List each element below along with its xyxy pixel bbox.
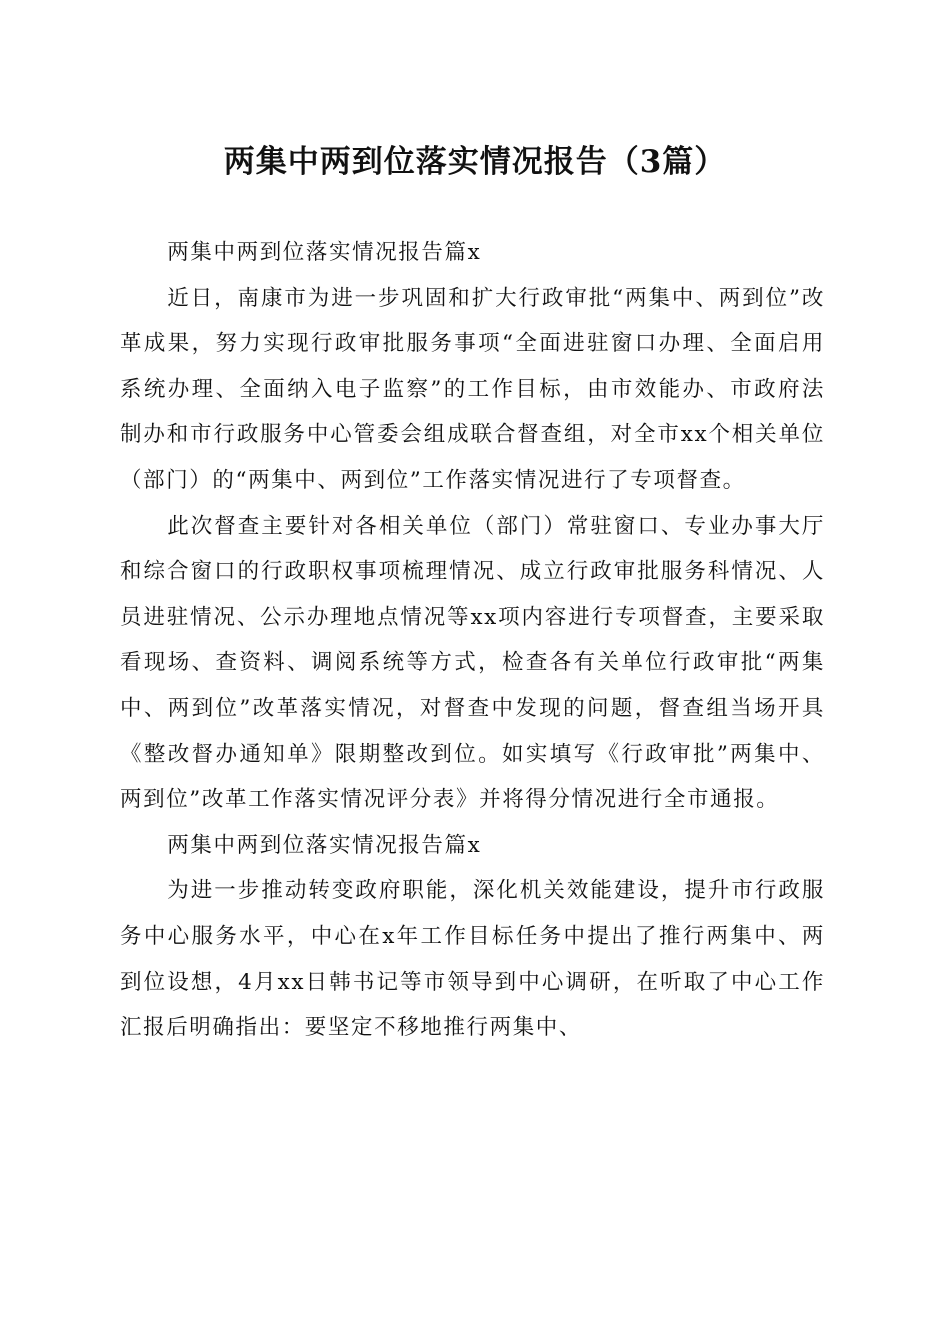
paragraph-3: 为进一步推动转变政府职能，深化机关效能建设，提升市行政服务中心服务水平，中心在x年工作目标任务中提出了推行两集中、两到位设想，4月xx日韩书记等市领导到中心调研，在听取了中心工作汇报后明确指出：要坚定不移地推行两集中、 bbox=[120, 878, 825, 1041]
section-heading-1: 两集中两到位落实情况报告篇x bbox=[167, 240, 482, 265]
paragraph-2: 此次督查主要针对各相关单位（部门）常驻窗口、专业办事大厅和综合窗口的行政职权事项梳理情况、成立行政审批服务科情况、人员进驻情况、公示办理地点情况等xx项内容进行专项督查，主要采取看现场、查资料、调阅系统等方式，检查各有关单位行政审批“两集中、两到位”改革落实情况，对督查中发现的问题，督查组当场开具《整改督办通知单》限期整改到位。如实填写《行政审批”两集中、两到位”改革工作落实情况评分表》并将得分情况进行全市通报。 bbox=[120, 513, 825, 813]
section-heading-2: 两集中两到位落实情况报告篇x bbox=[167, 832, 482, 858]
paragraph-1: 近日，南康市为进一步巩固和扩大行政审批“两集中、两到位”改革成果，努力实现行政审批服务事项“全面进驻窗口办理、全面启用系统办理、全面纳入电子监察”的工作目标，由市效能办、市政府法制办和市行政服务中心管委会组成联合督查组，对全市xx个相关单位（部门）的“两集中、两到位”工作落实情况进行了专项督查。 bbox=[120, 285, 825, 493]
document-title: 两集中两到位落实情况报告（3篇） bbox=[223, 144, 727, 180]
document-body bbox=[120, 230, 825, 1051]
